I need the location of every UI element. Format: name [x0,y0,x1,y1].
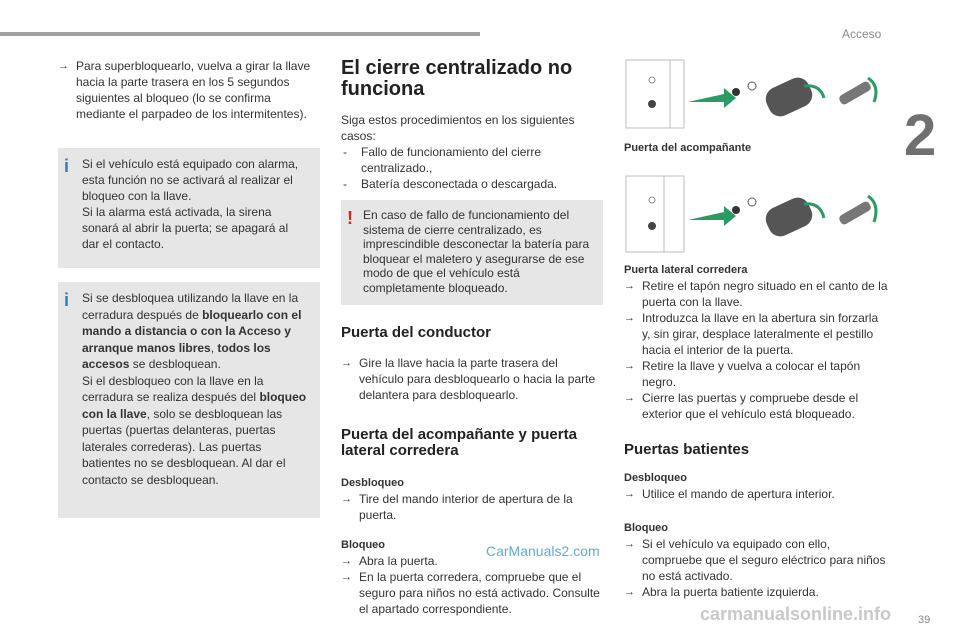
subheading-unlock: Desbloqueo [341,477,404,489]
bullet-driver: → Gire la llave hacia la parte trasera del vehículo para desbloquearlo o hacia la parte delantera para desbloquearlo. [341,355,603,403]
bullet-step-4: → Cierre las puertas y compruebe desde el exterior que el vehículo está bloqueado. [624,390,888,422]
page-number: 39 [918,614,931,626]
bullet-superlock: → Para superbloquearlo, vuelva a girar la llave hacia la parte trasera en los 5 segundos siguientes al bloqueo (lo se confirma mediante el parpadeo de los intermitentes). [58,58,320,122]
bullet-swing-lock-2: → Abra la puerta batiente izquierda. [624,584,888,600]
warning-icon: ! [347,208,353,228]
subheading-lock: Bloqueo [341,539,385,551]
illustration-sliding-door [624,174,886,254]
watermark-logo: CarManuals2.com [486,543,600,559]
caption-sliding-door: Puerta lateral corredera [624,264,748,276]
bullet-lock-1: → Abra la puerta. [341,553,603,569]
section-title: Acceso [842,27,882,41]
info-box-unlock [58,282,320,518]
chapter-number: 2 [904,103,937,168]
bullet-swing-unlock: → Utilice el mando de apertura interior. [624,486,888,502]
warning-text: En caso de fallo de funcionamiento del sistema de cierre centralizado, es imprescindible desconectar la batería para bloquear el maletero y asegurarse de ese modo de que el vehículo está completamente bloqueado. [363,208,590,295]
bullet-unlock: → Tire del mando interior de apertura de la puerta. [341,491,603,523]
intro-text: Siga estos procedimientos en los siguientes casos: [341,113,575,143]
subheading-unlock: Desbloqueo [624,472,687,484]
page-title: El cierre centralizado no funciona [341,57,573,100]
column-right [624,58,888,600]
illustration-passenger-door [624,58,886,130]
info-box-alarm [58,148,320,268]
info-unlock-text: Si se desbloquea utilizando la llave en la cerradura después de bloquearlo con el mando a distancia o con la Acceso y arranque manos libres, todos los accesos se desbloquean. Si el desbloqueo con la llave en la cerradura se realiza después del bloqueo con la llave, solo se desbloquean las puertas (puertas delanteras, puertas laterales correderas). Las puertas batientes no se desbloquean. Al dar el contacto se desbloquean. [82,291,307,487]
heading-swing-doors: Puertas batientes [624,441,750,458]
bullet-step-2: → Introduzca la llave en la abertura sin forzarla y, sin girar, desplace lateralmente el pestillo hacia el interior de la puerta. [624,310,888,358]
bullet-swing-lock-1: → Si el vehículo va equipado con ello, compruebe que el seguro eléctrico para niños no está activado. [624,536,888,584]
column-left [58,58,320,526]
bullet-step-3: → Retire la llave y vuelva a colocar el tapón negro. [624,358,888,390]
case-item-2: - Batería desconectada o descargada. [341,176,603,192]
info-icon: i [64,290,70,310]
door-lock-diagram [624,174,886,254]
subheading-lock: Bloqueo [624,522,668,534]
warning-box [341,200,603,305]
bullet-lock-2: → En la puerta corredera, compruebe que el seguro para niños no está activado. Consulte el apartado correspondiente. [341,569,603,617]
footer-watermark: carmanualsonline.info [700,604,892,624]
header-bar [0,32,480,36]
info-alarm-text: Si el vehículo está equipado con alarma, esta función no se activará al realizar el bloqueo con la llave. Si la alarma está activada, la sirena sonará al abrir la puerta; se apagará al dar el contacto. [82,157,299,251]
info-icon: i [64,156,70,176]
heading-passenger-door: Puerta del acompañante y puerta lateral corredera [341,426,577,459]
caption-passenger-door: Puerta del acompañante [624,142,752,154]
door-lock-diagram [624,58,886,130]
heading-driver-door: Puerta del conductor [341,324,492,341]
bullet-step-1: → Retire el tapón negro situado en el canto de la puerta con la llave. [624,278,888,310]
column-middle [341,58,603,617]
case-item-1: - Fallo de funcionamiento del cierre centralizado., [341,144,603,176]
